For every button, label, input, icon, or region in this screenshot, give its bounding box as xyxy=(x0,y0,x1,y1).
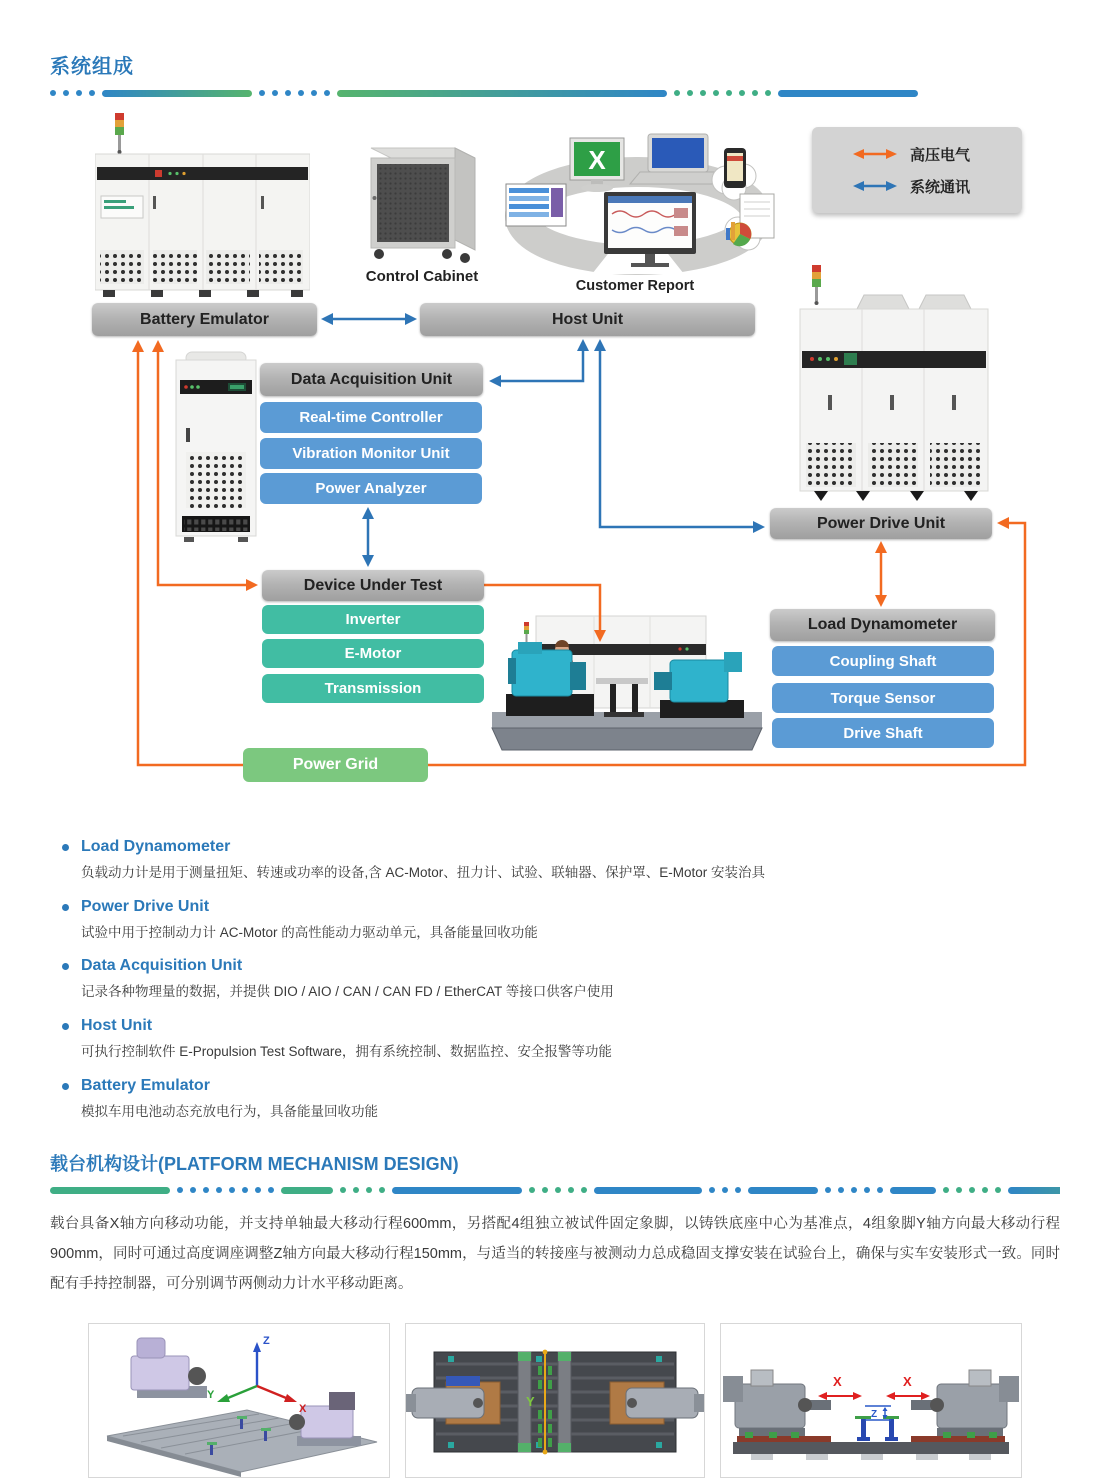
separator-pattern-2 xyxy=(50,1186,1060,1194)
bullet-heading: Host Unit xyxy=(81,1016,153,1034)
bullet-heading: Load Dynamometer xyxy=(81,838,231,855)
legend-comm-label: 系统通讯 xyxy=(910,178,971,196)
customer-report-caption: Customer Report xyxy=(575,278,695,294)
section1-title: 系统组成 xyxy=(50,56,134,78)
cabinet-body xyxy=(95,154,310,297)
bullet-desc: 模拟车用电池动态充放电行为，具备能量回收功能 xyxy=(81,1103,378,1119)
bullet-power-drive-unit xyxy=(62,897,1102,946)
bullet-dot-icon xyxy=(62,904,69,911)
bullet-heading: Battery Emulator xyxy=(81,1076,210,1094)
signal-tower-icon xyxy=(812,265,821,305)
svg-text:X: X xyxy=(903,1374,912,1390)
battery-emulator-photo xyxy=(95,108,310,300)
hv-double-arrow-icon xyxy=(852,147,898,161)
comm-double-arrow-icon xyxy=(852,179,898,193)
svg-text:X: X xyxy=(299,1403,307,1416)
system-diagram xyxy=(0,100,1102,800)
axis-triad xyxy=(207,1335,307,1415)
top-view-figure xyxy=(405,1323,705,1478)
signal-tower-icon xyxy=(115,113,124,154)
svg-text:Y: Y xyxy=(526,1394,535,1410)
power-grid-box: Power Grid xyxy=(243,748,428,782)
bullet-dot-icon xyxy=(62,1023,69,1030)
bullet-dot-icon xyxy=(62,963,69,970)
iso-view-figure xyxy=(88,1323,390,1478)
vibration-monitor-box: Vibration Monitor Unit xyxy=(260,438,482,469)
right-machine-side xyxy=(911,1370,1019,1438)
platform-paragraph: 载台具备X轴方向移动功能，并支持单轴最大移动行程600mm，另搭配4组独立被试件固定象脚，以铸铁底座中心为基准点，4组象脚Y轴方向最大移动行程900mm，同时可通过高度调座调整Z轴方向最大移动行程150mm，与适当的转接座与被测动力总成稳固支撑安装在试验台上，确保与实车安装形式一致。同时配有手持控制器，可分别调节两侧动力计水平移动距离。 xyxy=(50,1216,1060,1292)
battery-emulator-box: Battery Emulator xyxy=(92,303,317,336)
coupling-shaft-box: Coupling Shaft xyxy=(772,646,994,676)
signal-tower-icon xyxy=(524,622,529,642)
bullet-heading: Power Drive Unit xyxy=(81,897,210,915)
power-drive-unit-box: Power Drive Unit xyxy=(770,508,992,539)
pdu-cabinet-photo xyxy=(798,263,990,511)
svg-text:X: X xyxy=(588,145,606,175)
platform-figures xyxy=(88,1323,1102,1478)
realtime-controller-box: Real-time Controller xyxy=(260,402,482,433)
bullet-battery-emulator xyxy=(62,1076,1102,1125)
svg-text:Z: Z xyxy=(871,1409,878,1421)
x-annotations xyxy=(818,1374,930,1400)
host-unit-box: Host Unit xyxy=(420,303,755,336)
legend-hv-label: 高压电气 xyxy=(910,146,971,164)
drive-shaft-box: Drive Shaft xyxy=(772,718,994,748)
emotor-box: E-Motor xyxy=(262,639,484,668)
torque-sensor-box: Torque Sensor xyxy=(772,683,994,713)
legend-hv-row xyxy=(852,144,1022,165)
legend-comm-row xyxy=(852,176,1022,197)
section2-title: 载台机构设计(PLATFORM MECHANISM DESIGN) xyxy=(50,1154,459,1175)
bullet-dot-icon xyxy=(62,1083,69,1090)
customer-report-collage xyxy=(488,122,780,288)
left-machine-side xyxy=(723,1370,831,1438)
control-cabinet-photo xyxy=(363,136,481,268)
device-under-test-box: Device Under Test xyxy=(262,570,484,601)
svg-text:Y: Y xyxy=(207,1389,215,1402)
power-analyzer-box: Power Analyzer xyxy=(260,473,482,504)
right-machine xyxy=(289,1392,361,1446)
transmission-box: Transmission xyxy=(262,674,484,703)
inverter-box: Inverter xyxy=(262,605,484,634)
component-descriptions xyxy=(62,837,1102,1124)
bullet-desc: 可执行控制软件 E-Propulsion Test Software，拥有系统控制、数据监控、安全报警等功能 xyxy=(81,1043,612,1059)
bullet-desc: 记录各种物理量的数据，并提供 DIO / AIO / CAN / CAN FD / EtherCAT 等接口供客户使用 xyxy=(81,984,614,1000)
daq-cabinet-photo xyxy=(172,350,260,546)
side-view-figure xyxy=(720,1323,1022,1478)
bullet-desc: 负载动力计是用于测量扭矩、转速或功率的设备,含 AC-Motor、扭力计、试验、联轴器、保护罩、E-Motor 安装治具 xyxy=(81,865,766,880)
separator-pattern-1 xyxy=(50,89,1060,97)
load-dynamometer-box: Load Dynamometer xyxy=(770,609,995,641)
table-screen xyxy=(506,184,566,226)
right-motor-top xyxy=(610,1382,704,1424)
bullet-desc: 试验中用于控制动力计 AC-Motor 的高性能动力驱动单元，具备能量回收功能 xyxy=(81,924,538,940)
left-machine xyxy=(131,1338,207,1398)
test-bench-photo xyxy=(484,608,771,760)
data-acquisition-box: Data Acquisition Unit xyxy=(260,363,483,396)
control-cabinet-caption: Control Cabinet xyxy=(365,268,479,285)
bullet-host-unit xyxy=(62,1016,1102,1065)
svg-text:Z: Z xyxy=(263,1335,270,1348)
svg-text:X: X xyxy=(833,1374,842,1390)
left-motor-top xyxy=(406,1376,500,1424)
bullet-heading: Data Acquisition Unit xyxy=(81,957,243,975)
bullet-data-acquisition xyxy=(62,956,1102,1005)
bullet-load-dynamometer xyxy=(62,837,1102,886)
legend-box xyxy=(812,127,1022,213)
bullet-dot-icon xyxy=(62,844,69,851)
